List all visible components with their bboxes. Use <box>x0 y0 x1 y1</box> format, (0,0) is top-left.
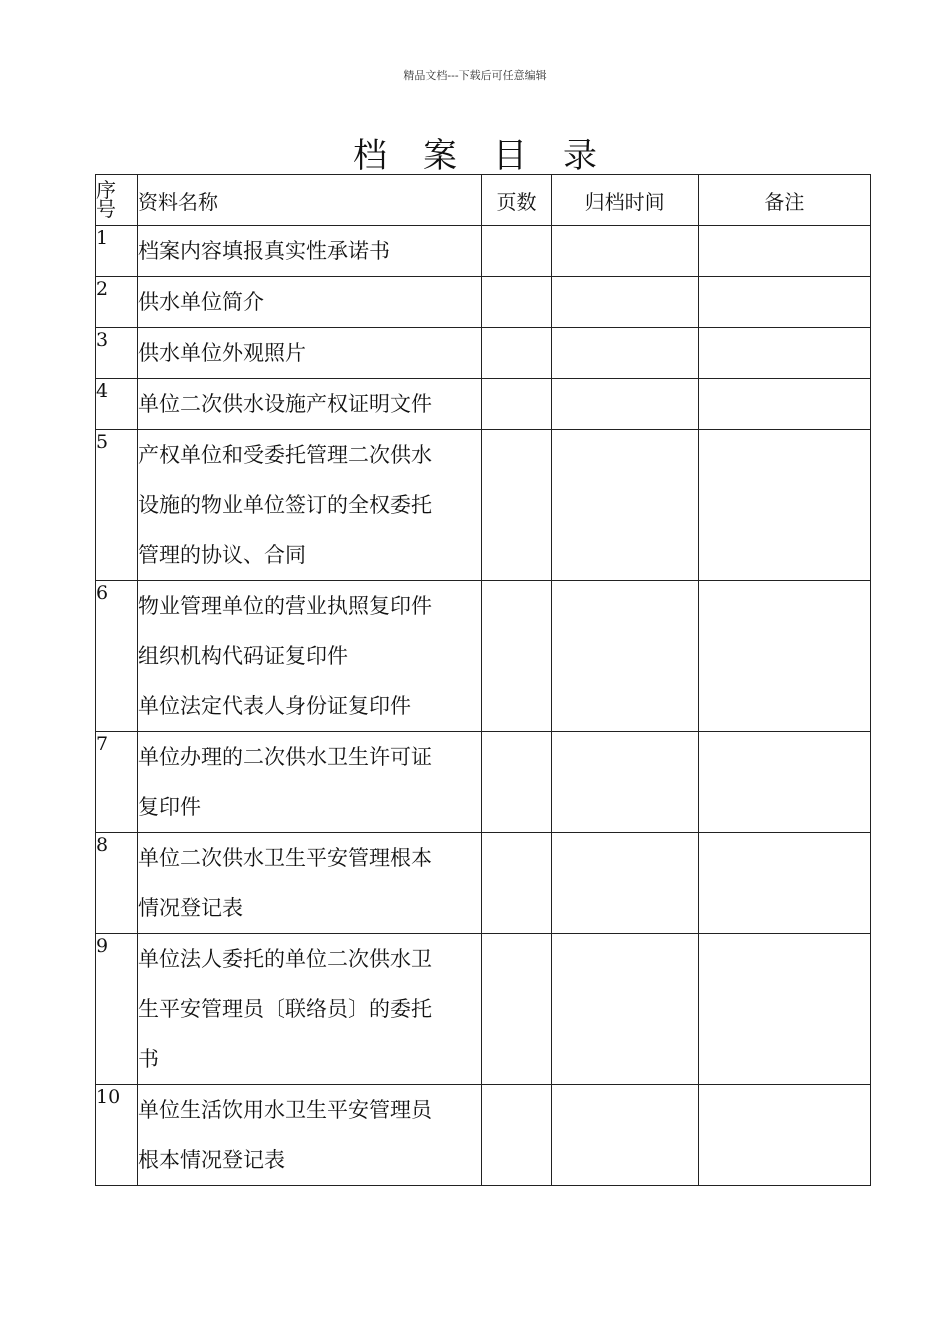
document-name-line: 产权单位和受委托管理二次供水 <box>138 443 433 467</box>
document-name-line: 供水单位简介 <box>138 290 265 314</box>
header-note: 精品文档---下载后可任意编辑 <box>403 69 547 82</box>
row-number: 7 <box>96 732 138 833</box>
note-cell[interactable] <box>698 379 870 430</box>
document-name-line: 生平安管理员〔联络员〕的委托 <box>138 997 433 1021</box>
row-number: 2 <box>96 277 138 328</box>
note-cell[interactable] <box>698 277 870 328</box>
table-row <box>96 833 871 934</box>
note-cell[interactable] <box>698 1085 870 1186</box>
table-row <box>96 379 871 430</box>
document-name-line: 组织机构代码证复印件 <box>138 644 349 668</box>
table-row <box>96 934 871 1085</box>
note-cell[interactable] <box>698 226 870 277</box>
document-name-line: 供水单位外观照片 <box>138 341 307 365</box>
row-document-name <box>138 833 482 934</box>
pages-cell[interactable] <box>482 732 551 833</box>
archive-time-cell[interactable] <box>551 732 698 833</box>
note-cell[interactable] <box>698 328 870 379</box>
column-header-note: 备注 <box>698 175 870 226</box>
pages-cell[interactable] <box>482 430 551 581</box>
row-document-name <box>138 328 482 379</box>
archive-time-cell[interactable] <box>551 934 698 1085</box>
row-document-name <box>138 581 482 732</box>
row-number: 6 <box>96 581 138 732</box>
table-row <box>96 581 871 732</box>
note-cell[interactable] <box>698 430 870 581</box>
note-cell[interactable] <box>698 833 870 934</box>
row-number: 3 <box>96 328 138 379</box>
row-number: 1 <box>96 226 138 277</box>
document-name-line: 设施的物业单位签订的全权委托 <box>138 493 433 517</box>
row-number: 9 <box>96 934 138 1085</box>
row-document-name <box>138 732 482 833</box>
archive-time-cell[interactable] <box>551 328 698 379</box>
pages-cell[interactable] <box>482 328 551 379</box>
row-document-name <box>138 379 482 430</box>
document-name-line: 单位办理的二次供水卫生许可证 <box>138 745 433 769</box>
note-cell[interactable] <box>698 934 870 1085</box>
document-name-line: 档案内容填报真实性承诺书 <box>138 239 391 263</box>
row-number: 8 <box>96 833 138 934</box>
pages-cell[interactable] <box>482 226 551 277</box>
note-cell[interactable] <box>698 732 870 833</box>
archive-time-cell[interactable] <box>551 833 698 934</box>
document-name-line: 单位生活饮用水卫生平安管理员 <box>138 1098 433 1122</box>
row-number: 4 <box>96 379 138 430</box>
document-name-line: 管理的协议、合同 <box>138 543 307 567</box>
title-char: 案 <box>423 136 457 176</box>
column-header-number-line1: 序 <box>96 178 116 202</box>
row-document-name <box>138 430 482 581</box>
pages-cell[interactable] <box>482 1085 551 1186</box>
table-row <box>96 226 871 277</box>
pages-cell[interactable] <box>482 581 551 732</box>
row-document-name <box>138 226 482 277</box>
document-name-line: 情况登记表 <box>138 896 244 920</box>
pages-cell[interactable] <box>482 277 551 328</box>
archive-time-cell[interactable] <box>551 226 698 277</box>
title-char: 目 <box>493 136 527 176</box>
archive-time-cell[interactable] <box>551 430 698 581</box>
archive-time-cell[interactable] <box>551 379 698 430</box>
document-title <box>0 128 950 177</box>
table-row <box>96 1085 871 1186</box>
pages-cell[interactable] <box>482 379 551 430</box>
archive-catalog-table <box>95 174 871 1186</box>
column-header-time: 归档时间 <box>551 175 698 226</box>
archive-time-cell[interactable] <box>551 581 698 732</box>
row-document-name <box>138 277 482 328</box>
document-name-line: 单位二次供水设施产权证明文件 <box>138 392 433 416</box>
row-number: 5 <box>96 430 138 581</box>
column-header-number-line2: 号 <box>96 197 116 221</box>
archive-time-cell[interactable] <box>551 277 698 328</box>
table-row <box>96 430 871 581</box>
pages-cell[interactable] <box>482 833 551 934</box>
row-document-name <box>138 1085 482 1186</box>
table-header-row <box>96 175 871 226</box>
column-header-number <box>96 175 138 226</box>
table-row <box>96 328 871 379</box>
table-row <box>96 732 871 833</box>
document-name-line: 根本情况登记表 <box>138 1148 286 1172</box>
column-header-pages: 页数 <box>482 175 551 226</box>
document-name-line: 单位二次供水卫生平安管理根本 <box>138 846 433 870</box>
archive-time-cell[interactable] <box>551 1085 698 1186</box>
document-name-line: 复印件 <box>138 795 202 819</box>
title-char: 录 <box>563 136 597 176</box>
document-name-line: 物业管理单位的营业执照复印件 <box>138 594 433 618</box>
note-cell[interactable] <box>698 581 870 732</box>
column-header-name: 资料名称 <box>138 175 482 226</box>
title-char: 档 <box>353 136 387 176</box>
pages-cell[interactable] <box>482 934 551 1085</box>
row-document-name <box>138 934 482 1085</box>
document-name-line: 单位法定代表人身份证复印件 <box>138 694 412 718</box>
row-number: 10 <box>96 1085 138 1186</box>
document-name-line: 书 <box>138 1047 160 1071</box>
table-row <box>96 277 871 328</box>
document-name-line: 单位法人委托的单位二次供水卫 <box>138 947 433 971</box>
